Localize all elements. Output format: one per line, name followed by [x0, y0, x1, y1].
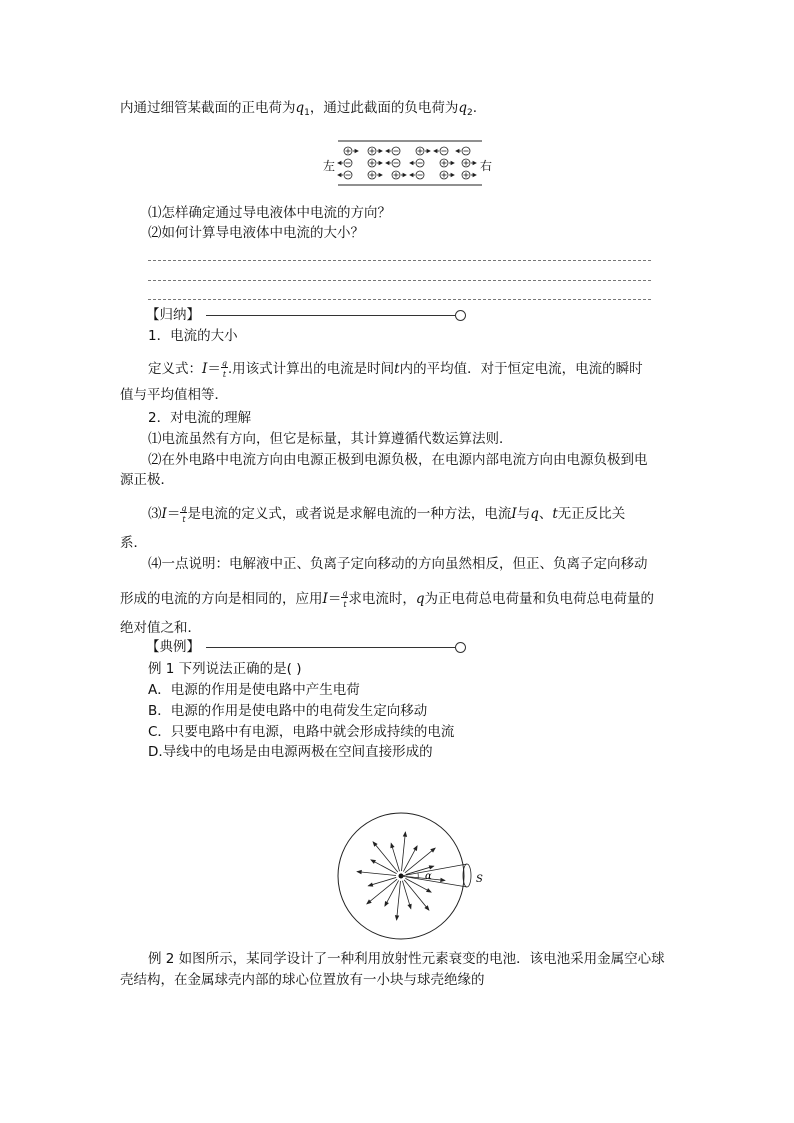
example1-option-a: A．电源的作用是使电路中产生电荷: [148, 682, 360, 698]
definition-label: 定义式：: [148, 361, 202, 377]
summary-heading-rule: [206, 315, 455, 316]
intro-line: [120, 99, 477, 122]
intro-text-b: ，通过此截面的负电荷为: [309, 100, 459, 116]
answer-line-2: [148, 280, 651, 281]
fraction-denominator: t: [343, 600, 347, 609]
examples-heading-rule: [206, 647, 455, 648]
q1-variable: q: [295, 100, 305, 116]
q1-subscript: 1: [304, 108, 310, 118]
radiation-ray: [357, 872, 396, 876]
question-1: ⑴怎样确定通过导电液体中电流的方向？: [148, 205, 391, 221]
pipe-left-label: 左: [323, 159, 336, 173]
example1-stem: 例 1 下列说法正确的是( ): [148, 661, 302, 677]
question-2: ⑵如何计算导电液体中电流的大小？: [148, 225, 364, 241]
item-number-3: ⑶: [148, 506, 162, 522]
fraction-numerator: q: [221, 359, 227, 368]
understanding-4a: ⑷一点说明：电解液中正、负离子定向移动的方向虽然相反，但正、负离子定向移动: [148, 556, 648, 572]
charge-symbol: q: [415, 591, 425, 607]
charge-symbol: q: [530, 506, 539, 522]
example1-option-c: C．只要电路中有电源，电路中就会形成持续的电流: [148, 724, 455, 740]
understanding-4-text-a: 形成的电流的方向是相同的，应用: [120, 591, 323, 607]
current-symbol: I: [322, 591, 328, 607]
understanding-2a: ⑵在外电路中电流方向由电源正极到电源负极，在电源内部电流方向由电源负极到电: [148, 452, 648, 468]
pipe-right-label: 右: [480, 159, 493, 173]
understanding-3b: 系．: [120, 535, 147, 551]
definition-text-c: 内的平均值．对于恒定电流，电流的瞬时: [399, 361, 643, 377]
example1-option-d: D.导线中的电场是由电源两极在空间直接形成的: [148, 744, 433, 760]
intro-text-c: .: [472, 100, 478, 116]
summary-heading: 【归纳】: [146, 307, 200, 323]
understanding-3-text-d: 无正反比关: [557, 506, 626, 522]
fraction-numerator: q: [181, 504, 187, 513]
fraction-q-over-t: [221, 359, 228, 379]
equals-sign: ＝: [207, 361, 221, 377]
understanding-2b: 源正极．: [120, 472, 174, 488]
sphere-figure: [330, 812, 510, 942]
definition-line-2: 值与平均值相等．: [120, 387, 228, 403]
q2-subscript: 2: [467, 108, 473, 118]
time-symbol: t: [552, 506, 558, 522]
current-symbol: I: [511, 506, 517, 522]
definition-text-b: .用该式计算出的电流是时间: [227, 361, 395, 377]
item1-title: 1．电流的大小: [148, 328, 238, 344]
current-symbol: I: [161, 506, 167, 522]
fraction-q-over-t: [341, 589, 348, 609]
fraction-q-over-t: [180, 504, 187, 524]
ion-group: [338, 147, 476, 179]
understanding-3a: [148, 505, 625, 523]
item2-title: 2．对电流的理解: [148, 410, 252, 426]
time-symbol: t: [394, 361, 400, 377]
radiation-ray: [401, 832, 405, 871]
intro-text-a: 内通过细管某截面的正电荷为: [120, 100, 296, 116]
understanding-1: ⑴电流虽然有方向，但它是标量，其计算遵循代数运算法则．: [148, 431, 513, 447]
understanding-3-text-b: 与: [516, 506, 531, 522]
understanding-4-text-c: 为正电荷总电荷量和负电荷总电荷量的: [424, 591, 654, 607]
understanding-4-text-b: 求电流时，: [348, 591, 416, 607]
understanding-3-text-c: 、: [538, 506, 553, 522]
pipe-figure: [330, 138, 493, 190]
fraction-denominator: t: [222, 370, 227, 379]
alpha-label: α: [425, 871, 432, 882]
q2-variable: q: [458, 100, 468, 116]
fraction-numerator: q: [342, 589, 348, 598]
radiation-ray: [397, 881, 401, 920]
definition-line: [148, 360, 643, 378]
example2-line-1: 例 2 如图所示，某同学设计了一种利用放射性元素衰变的电池．该电池采用金属空心球: [148, 951, 665, 967]
s-label: S: [476, 874, 483, 885]
understanding-4c: 绝对值之和．: [120, 620, 201, 636]
equals-sign: ＝: [166, 506, 181, 522]
summary-heading-circle: [455, 310, 466, 321]
answer-line-3: [148, 299, 651, 300]
examples-heading-circle: [455, 642, 466, 653]
example2-line-2: 壳结构，在金属球壳内部的球心位置放有一小块与球壳绝缘的: [120, 972, 485, 988]
equals-sign: ＝: [327, 591, 342, 607]
current-symbol: I: [202, 361, 208, 377]
examples-heading: 【典例】: [146, 639, 200, 655]
answer-line-1: [148, 260, 651, 261]
understanding-4b: [120, 590, 654, 608]
example1-option-b: B．电源的作用是使电路中的电荷发生定向移动: [148, 703, 428, 719]
understanding-3-text-a: 是电流的定义式，或者说是求解电流的一种方法，电流: [187, 506, 512, 522]
cone-edge-top: [401, 864, 467, 876]
fraction-denominator: t: [182, 515, 186, 524]
